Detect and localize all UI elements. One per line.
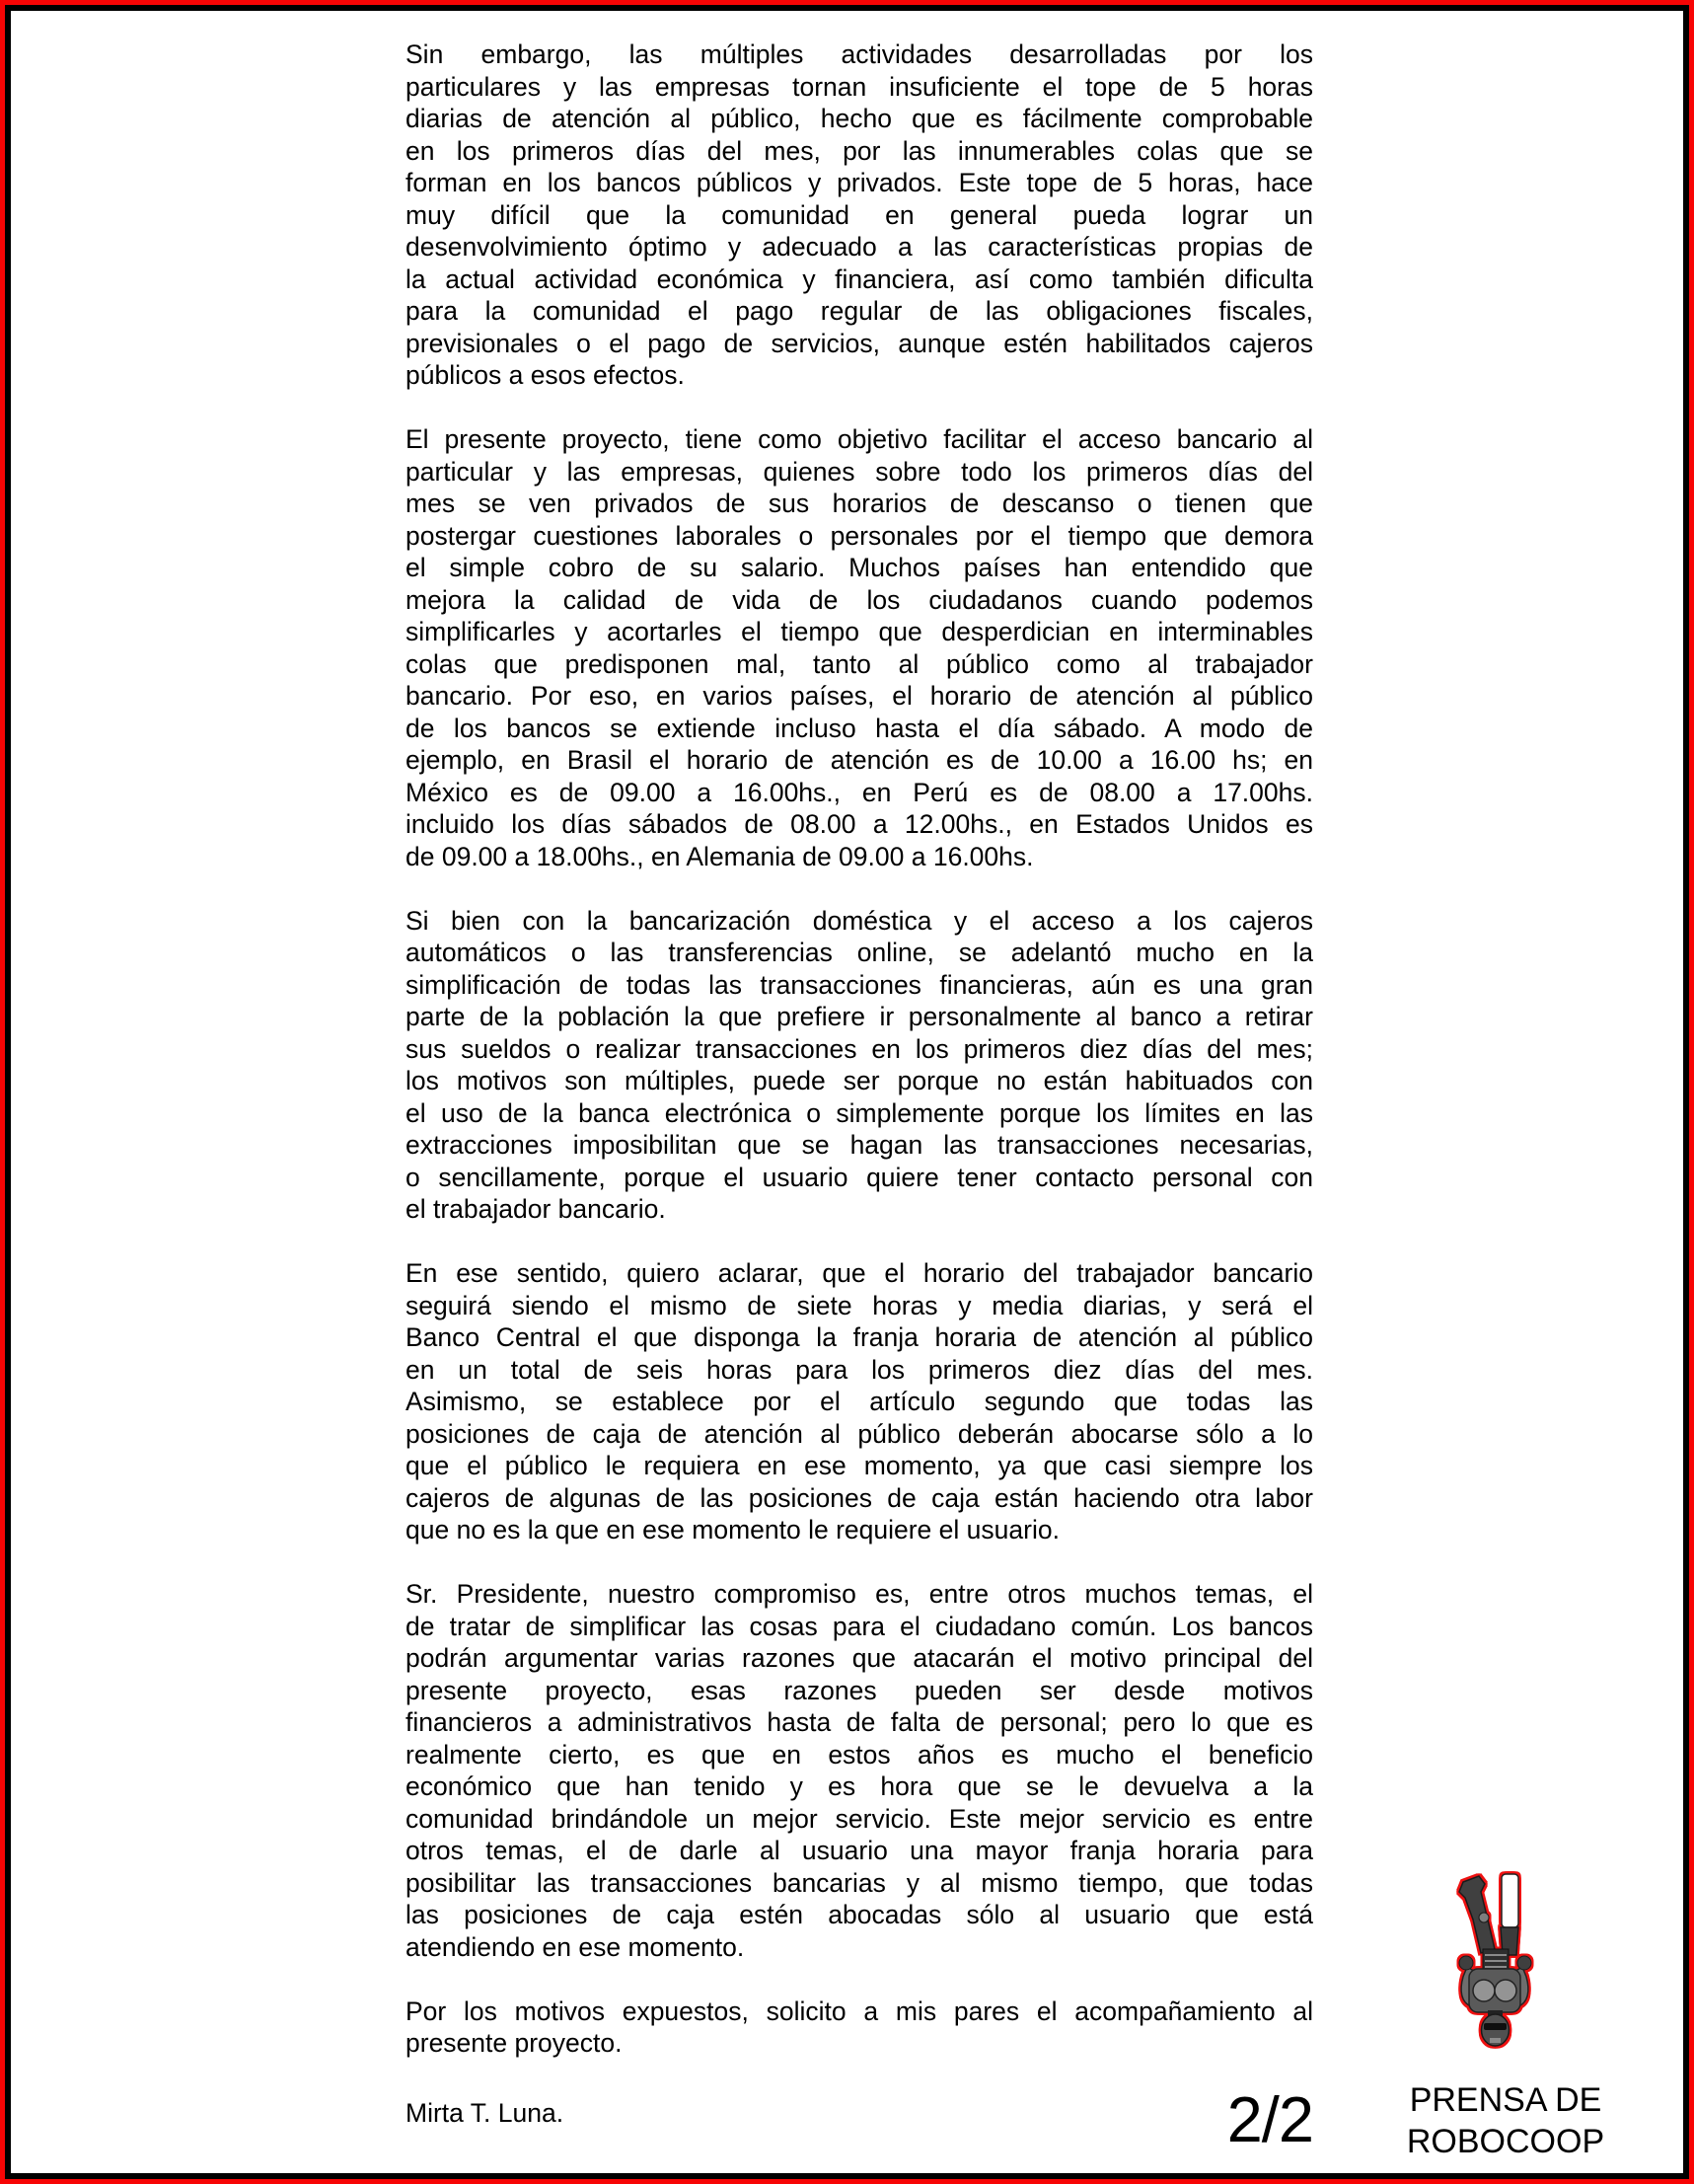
paragraph-line: de tratar de simplificar las cosas para el ciudadano común. Los bancos [405,1611,1313,1641]
paragraph-line: En ese sentido, quiero aclarar, que el horario del trabajador bancario [405,1258,1313,1288]
paragraph-line: forman en los bancos públicos y privados. Este tope de 5 horas, hace [405,168,1313,197]
document-body [405,38,1313,2091]
paragraph-line: Sin embargo, las múltiples actividades desarrolladas por los [405,39,1313,69]
publisher-name-line1: PRENSA DE [1409,2081,1602,2119]
paragraph-line: seguirá siendo el mismo de siete horas y media diarias, y será el [405,1290,1313,1320]
paragraph [405,1257,1313,1546]
publisher-name-line2: ROBOCOOP [1406,2123,1605,2160]
paragraph-line: que el público le requiera en ese momento, ya que casi siempre los [405,1451,1313,1480]
paragraph-line: de 09.00 a 18.00hs., en Alemania de 09.00 a 16.00hs. [405,841,1034,871]
paragraph-line: los motivos son múltiples, puede ser porque no están habituados con [405,1066,1313,1095]
paragraph-line: extracciones imposibilitan que se hagan las transacciones necesarias, [405,1130,1313,1160]
paragraph-line: presente proyecto, esas razones pueden ser desde motivos [405,1675,1313,1705]
signature: Mirta T. Luna. [405,2098,564,2128]
paragraph-line: simplificación de todas las transacciones financieras, aún es una gran [405,969,1313,1000]
paragraph-line: atendiendo en ese momento. [405,1931,745,1962]
paragraph-line: colas que predisponen mal, tanto al público como al trabajador [405,648,1313,679]
paragraph-line: posiciones de caja de atención al público deberán abocarse sólo a lo [405,1418,1313,1449]
paragraph-line: bancario. Por eso, en varios países, el horario de atención al público [405,681,1313,711]
paragraph-line: mes se ven privados de sus horarios de descanso o tienen que [405,489,1313,518]
paragraph-line: muy difícil que la comunidad en general pueda lograr un [405,199,1313,230]
paragraph-line: el trabajador bancario. [405,1194,666,1224]
paragraph-line: el uso de la banca electrónica o simplemente porque los límites en las [405,1097,1313,1128]
paragraph-line: presente proyecto. [405,2028,623,2058]
paragraph-line: posibilitar las transacciones bancarias y al mismo tiempo, que todas [405,1867,1313,1898]
paragraph-line: incluido los días sábados de 08.00 a 12.00hs., en Estados Unidos es [405,809,1313,839]
paragraph-line: el simple cobro de su salario. Muchos países han entendido que [405,553,1313,582]
paragraph-line: Banco Central el que disponga la franja horaria de atención al público [405,1322,1313,1352]
paragraph-line: Por los motivos expuestos, solicito a mis pares el acompañamiento al [405,1996,1313,2026]
paragraph-line: Asimismo, se establece por el artículo segundo que todas las [405,1387,1313,1416]
paragraph-line: en un total de seis horas para los primeros diez días del mes. [405,1354,1313,1385]
paragraph-line: otros temas, el de darle al usuario una mayor franja horaria para [405,1836,1313,1865]
paragraph-line: México es de 09.00 a 16.00hs., en Perú es de 08.00 a 17.00hs. [405,777,1313,807]
paragraph-line: ejemplo, en Brasil el horario de atención es de 10.00 a 16.00 hs; en [405,745,1313,775]
paragraph-line: las posiciones de caja estén abocadas sólo al usuario que está [405,1900,1313,1929]
paragraph-line: desenvolvimiento óptimo y adecuado a las características propias de [405,232,1313,262]
paragraph-line: diarias de atención al público, hecho que es fácilmente comprobable [405,104,1313,133]
paragraph-line: podrán argumentar varias razones que atacarán el motivo principal del [405,1643,1313,1673]
paragraph-line: simplificarles y acortarles el tiempo que desperdician en interminables [405,617,1313,646]
paragraph-line: para la comunidad el pago regular de las obligaciones fiscales, [405,296,1313,326]
upside-down-robot-logo-icon [1457,1872,1532,2048]
publisher-name [1382,2079,1629,2162]
publisher-block [1382,1872,1629,2162]
paragraph-line: particular y las empresas, quienes sobre todo los primeros días del [405,456,1313,487]
paragraph-line: realmente cierto, es que en estos años es mucho el beneficio [405,1739,1313,1770]
paragraph-line: en los primeros días del mes, por las innumerables colas que se [405,135,1313,166]
paragraph-line: Sr. Presidente, nuestro compromiso es, entre otros muchos temas, el [405,1579,1313,1609]
paragraphs-container [405,38,1313,2060]
paragraph-line: Si bien con la bancarización doméstica y el acceso a los cajeros [405,905,1313,936]
paragraph-line: financieros a administrativos hasta de falta de personal; pero lo que es [405,1707,1313,1737]
paragraph-line: que no es la que en ese momento le requiere el usuario. [405,1515,1060,1544]
paragraph-line: automáticos o las transferencias online, se adelantó mucho en la [405,938,1313,967]
paragraph-line: parte de la población la que prefiere ir personalmente al banco a retirar [405,1002,1313,1031]
paragraph [405,423,1313,872]
paragraph-line: previsionales o el pago de servicios, aunque estén habilitados cajeros [405,328,1313,358]
paragraph-line: la actual actividad económica y financiera, así como también dificulta [405,264,1313,294]
paragraph-line: mejora la calidad de vida de los ciudadanos cuando podemos [405,584,1313,615]
black-inner-frame [5,5,1689,2179]
paragraph-line: sus sueldos o realizar transacciones en los primeros diez días del mes; [405,1033,1313,1064]
page-number: 2/2 [1226,2083,1313,2155]
paragraph-line: particulares y las empresas tornan insuficiente el tope de 5 horas [405,71,1313,102]
paragraph-line: o sencillamente, porque el usuario quiere tener contacto personal con [405,1162,1313,1192]
paragraph [405,1996,1313,2060]
paragraph [405,38,1313,392]
paragraph [405,1578,1313,1963]
paragraph-line: postergar cuestiones laborales o personales por el tiempo que demora [405,520,1313,551]
paragraph-line: públicos a esos efectos. [405,360,685,390]
paragraph [405,905,1313,1226]
paragraph-line: de los bancos se extiende incluso hasta el día sábado. A modo de [405,713,1313,743]
paragraph-line: económico que han tenido y es hora que se le devuelva a la [405,1771,1313,1801]
paragraph-line: El presente proyecto, tiene como objetivo facilitar el acceso bancario al [405,424,1313,454]
paragraph-line: cajeros de algunas de las posiciones de caja están haciendo otra labor [405,1482,1313,1513]
paragraph-line: comunidad brindándole un mejor servicio. Este mejor servicio es entre [405,1803,1313,1834]
